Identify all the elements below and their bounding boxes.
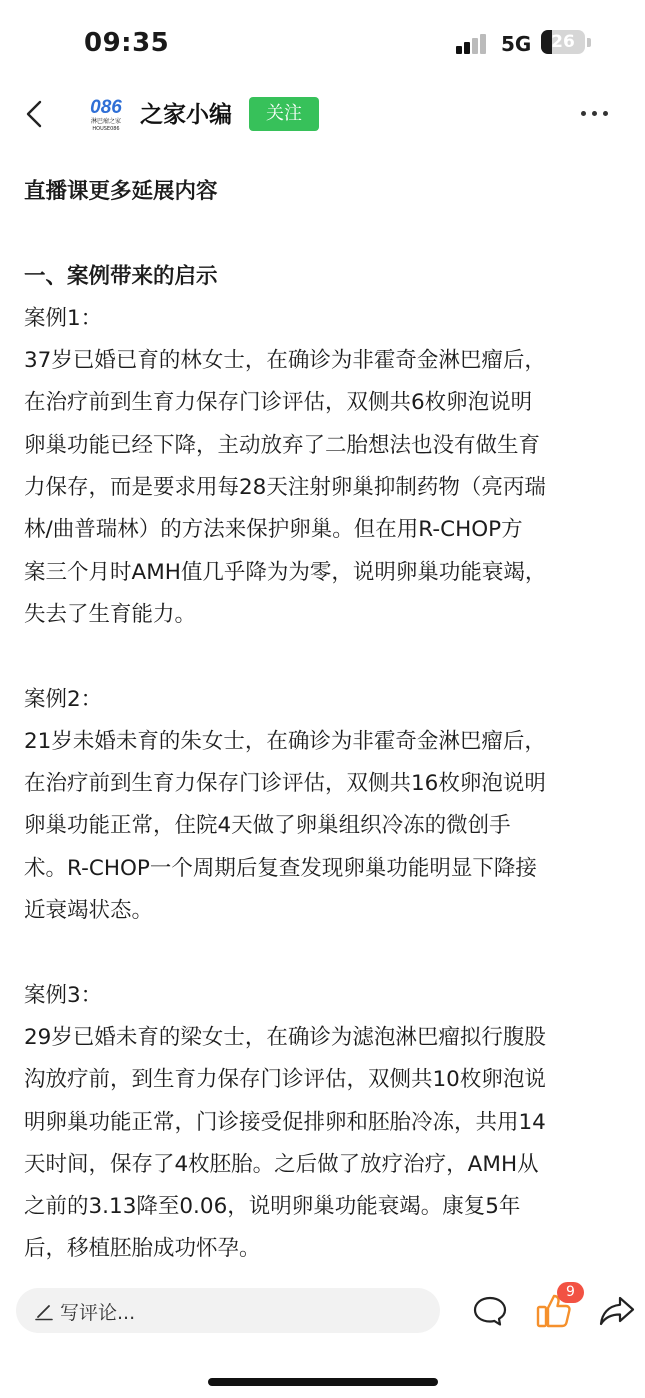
article-line: 卵巢功能正常，住院4天做了卵巢组织冷冻的微创手 xyxy=(24,813,511,839)
article-spacer xyxy=(24,213,624,255)
logo-icon xyxy=(86,94,126,134)
article-line: 在治疗前到生育力保存门诊评估，双侧共6枚卵泡说明 xyxy=(24,390,533,416)
article-line: 之前的3.13降至0.06，说明卵巢功能衰竭。康复5年 xyxy=(24,1194,521,1220)
back-button[interactable] xyxy=(14,90,58,138)
article-line: 37岁已婚已育的林女士，在确诊为非霍奇金淋巴瘤后， xyxy=(24,348,546,374)
article-line: 案例2： xyxy=(24,686,103,712)
article-line: 案例3： xyxy=(24,982,103,1008)
article-line: 失去了生育能力。 xyxy=(24,601,197,627)
article-line: 29岁已婚未育的梁女士，在确诊为滤泡淋巴瘤拟行腹股 xyxy=(24,1024,546,1050)
comment-input[interactable] xyxy=(16,1288,440,1333)
article-line: 沟放疗前，到生育力保存门诊评估，双侧共10枚卵泡说 xyxy=(24,1067,546,1093)
comment-placeholder: 写评论... xyxy=(60,1302,136,1324)
comment-button[interactable] xyxy=(472,1293,508,1329)
article-line: 天时间，保存了4枚胚胎。之后做了放疗治疗，AMH从 xyxy=(24,1151,539,1177)
share-icon xyxy=(598,1294,636,1328)
article-line: 在治疗前到生育力保存门诊评估，双侧共16枚卵泡说明 xyxy=(24,771,546,797)
article-line: 案例1： xyxy=(24,305,103,331)
status-time: 09:35 xyxy=(84,28,170,58)
article-line: 近衰竭状态。 xyxy=(24,898,154,924)
signal-icon xyxy=(456,32,492,54)
article-heading: 直播课更多延展内容 xyxy=(24,179,218,204)
article-line: 案三个月时AMH值几乎降为为零，说明卵巢功能衰竭， xyxy=(24,559,547,585)
battery-level: 26 xyxy=(551,32,575,52)
article-line: 21岁未婚未育的朱女士，在确诊为非霍奇金淋巴瘤后， xyxy=(24,728,546,754)
article-line: 林/曲普瑞林）的方法来保护卵巢。但在用R-CHOP方 xyxy=(24,517,523,543)
home-indicator xyxy=(208,1378,438,1386)
more-button[interactable] xyxy=(578,98,612,128)
article-header xyxy=(0,90,645,140)
article-heading: 一、案例带来的启示 xyxy=(24,263,218,289)
article-line: 术。R-CHOP一个周期后复查发现卵巢功能明显下降接 xyxy=(24,855,537,881)
article-line: 力保存，而是要求用每28天注射卵巢抑制药物（亮丙瑞 xyxy=(24,475,546,501)
network-type: 5G xyxy=(501,32,532,56)
battery-icon xyxy=(541,30,585,54)
article-spacer xyxy=(24,932,624,974)
follow-button[interactable]: 关注 xyxy=(249,97,319,131)
article-line: 明卵巢功能正常，门诊接受促排卵和胚胎冷冻，共用14 xyxy=(24,1109,546,1135)
like-count-badge: 9 xyxy=(557,1282,584,1303)
status-bar xyxy=(0,0,645,90)
comment-icon xyxy=(472,1293,508,1329)
article-line: 卵巢功能已经下降，主动放弃了二胎想法也没有做生育 xyxy=(24,432,541,458)
back-icon xyxy=(14,90,58,138)
article-body xyxy=(24,171,624,1271)
share-button[interactable] xyxy=(598,1294,636,1328)
svg-text:086: 086 xyxy=(90,97,122,118)
pencil-icon xyxy=(34,1301,54,1321)
author-avatar[interactable] xyxy=(86,94,126,134)
svg-text:淋巴瘤之家: 淋巴瘤之家 xyxy=(90,118,122,125)
battery-cap xyxy=(587,38,591,47)
svg-text:HOUSE086: HOUSE086 xyxy=(92,126,120,132)
article-spacer xyxy=(24,636,624,678)
article-line: 后，移植胚胎成功怀孕。 xyxy=(24,1236,261,1262)
author-name[interactable]: 之家小编 xyxy=(140,102,232,128)
